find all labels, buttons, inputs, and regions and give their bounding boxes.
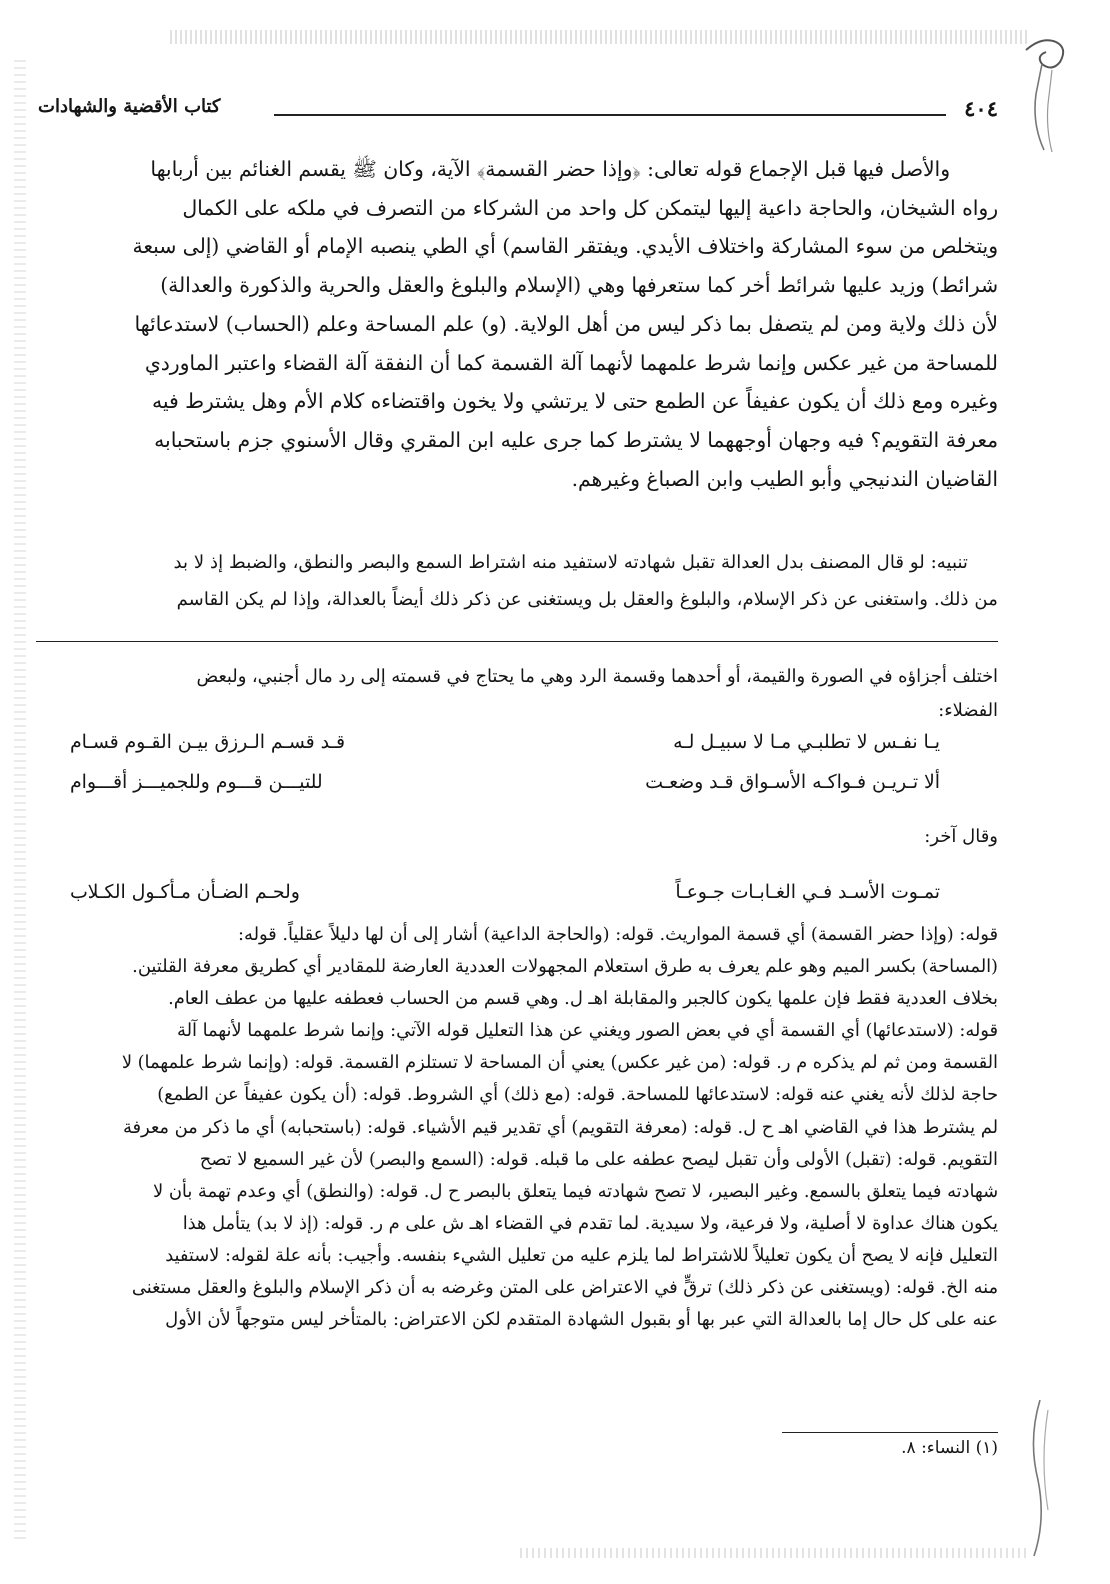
text-line: والأصل فيها قبل الإجماع قوله تعالى: ﴿وإذا حضر القسمة﴾ الآية، وكان ﷺ يقسم الغنائم بين أربابها [150,157,950,181]
text-line: معرفة التقويم؟ فيه وجهان أوجههما لا يشترط كما جرى عليه ابن المقري وقال الأسنوي جزم باستحبابه [154,427,998,452]
commentary-line: بخلاف العددية فقط فإن علمها يكون كالجبر والمقابلة اهـ ل. وهي قسم من الحساب فعطفه عليها من عطف العام. [168,988,998,1010]
text-line: رواه الشيخان، والحاجة داعية إليها ليتمكن كل واحد من الشركاء من التصرف في ملكه على الكمال [182,195,998,220]
scan-border-bottom [520,1548,1030,1558]
commentary-line: شهادته فيما يتعلق بالسمع. وغير البصير، لا تصح شهادته فيما يتعلق بالبصر ح ل. قوله: (والنطق) أي وعدم تهمة بأن لا [153,1180,998,1202]
commentary-line: عنه على كل حال إما بالعدالة التي عبر بها أو بقبول الشهادة المتقدم لكن الاعتراض: بالمتأخر ليس متوجهاً لأن الأول [165,1309,998,1331]
main-text [36,150,998,498]
text-line: شرائط) وزيد عليها شرائط أخر كما ستعرفها وهي (الإسلام والبلوغ والعقل والحرية والذكورة والعدالة) [160,273,998,298]
commentary-line: التعليل فإنه لا يصح أن يكون تعليلاً للاشتراط لما يلزم عليه من تعليل الشيء بنفسه. وأجيب: بأنه علة لقوله: لاستفيد [165,1244,998,1266]
poem-verse [70,772,940,806]
note-line: من ذلك. واستغنى عن ذكر الإسلام، والبلوغ والعقل بل ويستغنى عن ذكر ذلك أيضاً بالعدالة، وإذا لم يكن القاسم [176,589,998,610]
book-title: كتاب الأقضية والشهادات [38,96,221,117]
commentary-line: حاجة لذلك لأنه يغني عنه قوله: لاستدعائها للمساحة. قوله: (مع ذلك) أي الشروط. قوله: (أن يكون عفيفاً عن الطمع) [157,1084,998,1106]
text-line: للمساحة من غير عكس وإنما شرط علمهما لأنهما آلة القسمة كما أن النفقة آلة القضاء واعتبر الماوردي [144,350,998,375]
commentary-line: اختلف أجزاؤه في الصورة والقيمة، أو أحدهما وقسمة الرد وهي ما يحتاج في قسمته إلى رد مال أجنبي، ولبعض [196,666,998,687]
commentary-line: قوله: (لاستدعائها) أي القسمة أي في بعض الصور ويغني عن هذا التعليل قوله الآتي: وإنما شرط علمهما لأنهما آلة [177,1020,998,1042]
scroll-ornament-icon [1022,34,1072,154]
note-block [36,544,998,618]
commentary-line: (المساحة) بكسر الميم وهو علم يعرف به طرق استعلام المجهولات العددية العارضة للمقادير أي كطريق معرفة القلتين. [132,956,998,978]
commentary-line: التقويم. قوله: (تقبل) الأولى وأن تقبل ليصح عطفه على ما قبله. قوله: (السمع والبصر) لأن غير السميع لا تصح [199,1148,998,1170]
commentary-line: منه الخ. قوله: (ويستغنى عن ذكر ذلك) ترقٍّ في الاعتراض على المتن وغرضه به أن ذكر الإسلام والبلوغ والعقل مستغنى [131,1277,998,1299]
commentary-line: لم يشترط هذا في القاضي اهـ ح ل. قوله: (معرفة التقويم) أي تقدير قيم الأشياء. قوله: (باستحبابه) أي ما ذكر من معرفة [123,1116,998,1138]
commentary-separator [36,641,998,642]
poem-hemistich: ألا تـريـن فـواكـه الأسـواق قـد وضعـت [645,772,940,793]
scan-border-left [14,60,26,1540]
header-rule [274,114,946,116]
commentary-line: يكون هناك عداوة لا أصلية، ولا فرعية، ولا سيدية. لما تقدم في القضاء اهـ ش على م ر. قوله: (إذ لا بد) يتأمل هذا [182,1212,998,1234]
text-line: وغيره ومع ذلك أن يكون عفيفاً عن الطمع حتى لا يرتشي ولا يخون واقتضاءه كلام الأم وهل يشترط فيه [152,389,998,414]
poem-hemistich: يـا نفـس لا تطلبـي مـا لا سبيـل لـه [673,732,940,753]
poem-hemistich: للتيـــن قـــوم وللجميـــز أقـــوام [70,772,323,793]
commentary-line: قوله: (وإذا حضر القسمة) أي قسمة المواريث. قوله: (والحاجة الداعية) أشار إلى أن لها دليلاً عقلياً. قوله: [238,924,998,945]
commentary-top [36,660,998,728]
scroll-ornament-bottom-icon [1020,1400,1060,1560]
note-line: تنبيه: لو قال المصنف بدل العدالة تقبل شهادته لاستفيد منه اشتراط السمع والبصر والنطق، والضبط إذ لا بد [173,552,968,573]
poem-verse [70,882,940,916]
commentary-line: الفضلاء: [938,700,998,721]
poem-hemistich: ولحـم الضـأن مـأكـول الكـلاب [70,882,300,903]
footnote: (١) النساء: ٨. [901,1438,998,1458]
text-line: القاضيان الندنيجي وأبو الطيب وابن الصباغ وغيرهم. [571,466,998,491]
poem-verse [70,732,940,766]
poem-hemistich: تمـوت الأسـد فـي الغـابـات جـوعـاً [675,882,940,903]
footnote-rule [782,1432,998,1433]
scan-border-top [170,30,1030,44]
commentary-line: القسمة ومن ثم لم يذكره م ر. قوله: (من غير عكس) يعني أن المساحة لا تستلزم القسمة. قوله: (وإنما شرط علمهما) لا [121,1052,998,1074]
poem-hemistich: قـد قسـم الـرزق بيـن القـوم قسـام [70,732,345,753]
commentary-bottom [36,919,998,1336]
text-line: لأن ذلك ولاية ومن لم يتصفل بما ذكر ليس من أهل الولاية. (و) علم المساحة وعلم (الحساب) لاستدعائها [134,311,998,336]
poem-intro: وقال آخر: [924,826,998,847]
text-line: ويتخلص من سوء المشاركة واختلاف الأيدي. ويفتقر القاسم) أي الطي ينصبه الإمام أو القاضي (إلى سبعة [132,234,998,259]
page-header [38,94,998,130]
page-number: ٤٠٤ [964,96,998,121]
